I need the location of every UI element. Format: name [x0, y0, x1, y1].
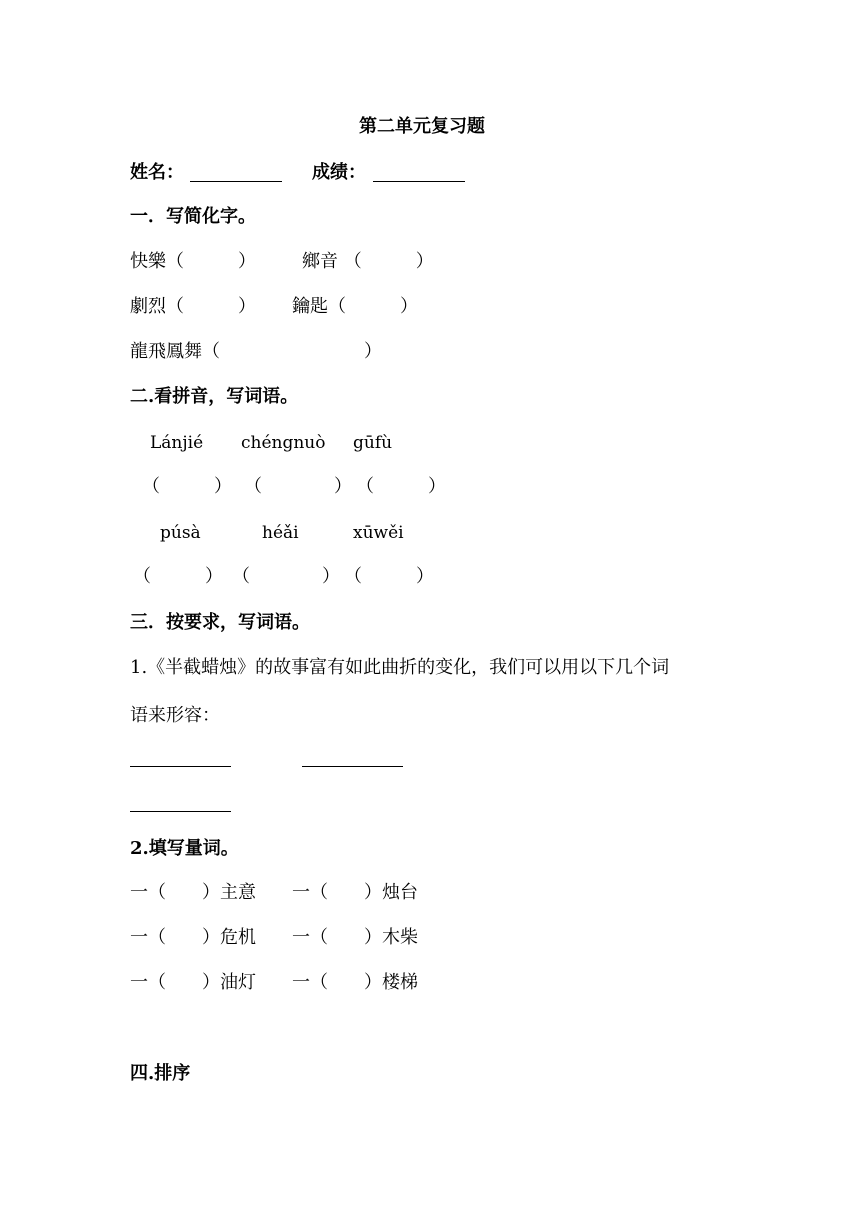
measure-item: 一（ ）危机 — [130, 927, 256, 948]
simplify-item: 龍飛鳳舞（ ） — [130, 341, 382, 362]
pinyin-item: gūfù — [353, 433, 393, 453]
pinyin-item: chéngnuò — [241, 433, 326, 453]
simplify-item: 鑰匙（ ） — [292, 296, 418, 317]
pinyin-item: Lánjié — [150, 433, 204, 453]
answer-blank: （ ） — [356, 476, 446, 497]
pinyin-item: xūwěi — [353, 523, 404, 543]
section4-heading: 四.排序 — [130, 1063, 191, 1084]
answer-blank: （ ） — [133, 566, 223, 587]
measure-item: 一（ ）木柴 — [292, 927, 418, 948]
answer-blank: （ ） — [344, 566, 434, 587]
section1-heading: 一．写简化字。 — [130, 206, 256, 227]
answer-line[interactable] — [130, 811, 231, 812]
pinyin-item: héǎi — [262, 523, 299, 543]
question-text: 1.《半截蜡烛》的故事富有如此曲折的变化，我们可以用以下几个词 — [130, 657, 670, 678]
answer-blank: （ ） — [244, 476, 352, 497]
question-text: 语来形容： — [130, 705, 220, 726]
section2-heading: 二.看拼音，写词语。 — [130, 386, 299, 407]
section3-heading: 三．按要求，写词语。 — [130, 612, 310, 633]
pinyin-item: púsà — [160, 523, 201, 543]
measure-item: 一（ ）烛台 — [292, 882, 418, 903]
answer-blank: （ ） — [142, 476, 232, 497]
answer-line[interactable] — [130, 766, 231, 767]
measure-item: 一（ ）主意 — [130, 882, 256, 903]
answer-blank: （ ） — [232, 566, 340, 587]
simplify-item: 劇烈（ ） — [130, 296, 256, 317]
measure-item: 一（ ）油灯 — [130, 972, 256, 993]
simplify-item: 鄉音 （ ） — [302, 251, 434, 272]
page-title: 第二单元复习题 — [359, 116, 485, 137]
score-blank[interactable] — [373, 181, 465, 182]
answer-line[interactable] — [302, 766, 403, 767]
name-blank[interactable] — [190, 181, 282, 182]
score-label: 成绩： — [312, 162, 366, 183]
question2-heading: 2.填写量词。 — [130, 838, 239, 859]
name-label: 姓名： — [130, 162, 184, 183]
simplify-item: 快樂（ ） — [130, 251, 256, 272]
measure-item: 一（ ）楼梯 — [292, 972, 418, 993]
